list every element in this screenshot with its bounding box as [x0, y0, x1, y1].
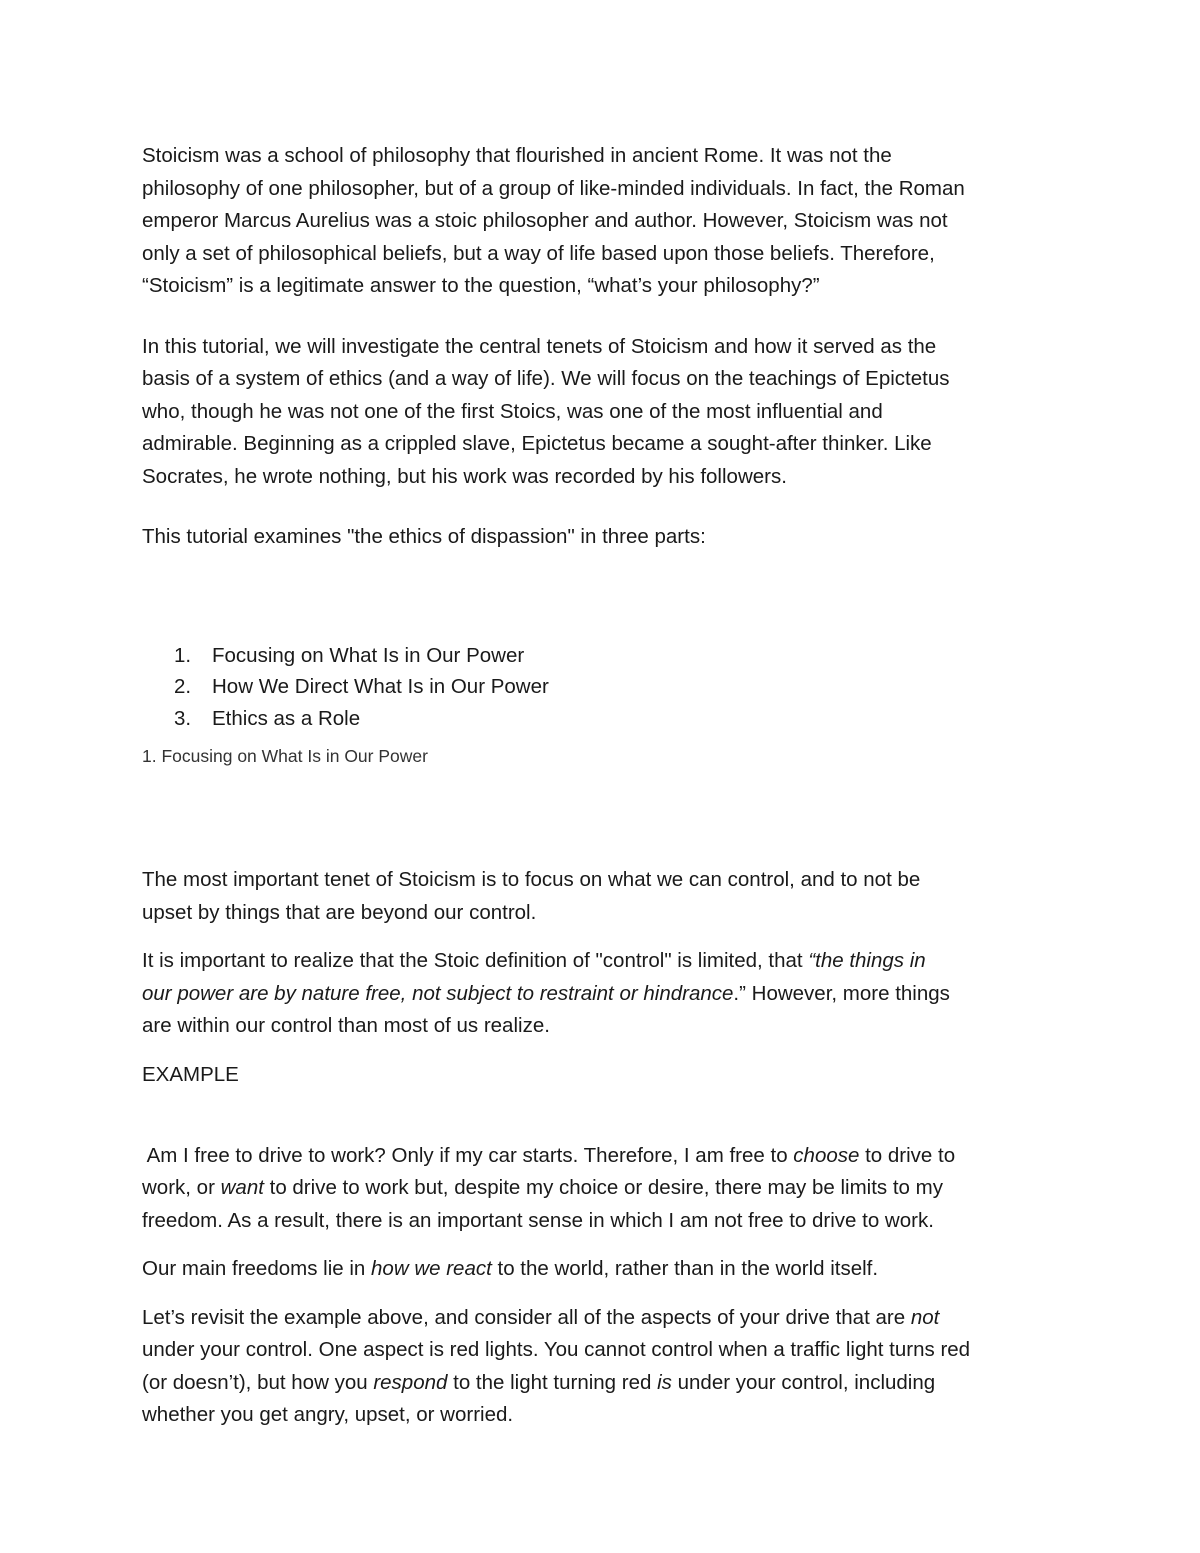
text-line: only a set of philosophical beliefs, but a way of life based upon those beliefs. Therefore,: [142, 241, 935, 265]
text-line: whether you get angry, upset, or worried.: [142, 1403, 514, 1426]
document-page: [142, 140, 1062, 1432]
text-run: to drive to work but, despite my choice or desire, there may be limits to my: [263, 1176, 943, 1199]
text-line: emperor Marcus Aurelius was a stoic philosopher and author. However, Stoicism was not: [142, 209, 948, 232]
text-run: It is important to realize that the Stoic definition of "control" is limited, that: [142, 949, 809, 972]
emphasis-run: is: [657, 1370, 672, 1394]
text-line: “Stoicism” is a legitimate answer to the question, “what’s your philosophy?”: [142, 274, 820, 297]
text-line: philosophy of one philosopher, but of a group of like-minded individuals. In fact, the Roman: [142, 176, 965, 200]
toc-item: [142, 671, 1062, 703]
toc-item: [142, 640, 1062, 672]
examines-paragraph: This tutorial examines "the ethics of dispassion" in three parts:: [142, 525, 706, 548]
table-of-contents: [142, 640, 1062, 735]
quote-run: our power are by nature free, not subject to restraint or hindrance: [142, 981, 734, 1005]
tutorial-paragraph: [142, 331, 1062, 494]
text-line: under your control. One aspect is red lights. You cannot control when a traffic light turns red: [142, 1338, 971, 1361]
text-line: [142, 1367, 1062, 1400]
toc-label: Focusing on What Is in Our Power: [212, 643, 525, 667]
emphasis-run: how we react: [371, 1257, 492, 1280]
example-label: EXAMPLE: [142, 1062, 239, 1086]
toc-number: 2.: [174, 675, 192, 698]
text-run: work, or: [142, 1176, 221, 1199]
text-line: The most important tenet of Stoicism is to focus on what we can control, and to not be: [142, 868, 921, 891]
revisit-paragraph: [142, 1302, 1062, 1432]
text-line: [142, 945, 1062, 978]
text-run: .” However, more things: [733, 981, 950, 1005]
text-line: [142, 1140, 1062, 1173]
example-paragraph: [142, 1107, 1062, 1237]
text-line: [142, 1172, 1062, 1205]
text-run: to the light turning red: [447, 1370, 658, 1394]
text-line: Stoicism was a school of philosophy that flourished in ancient Rome. It was not the: [142, 144, 892, 167]
text-line: are within our control than most of us realize.: [142, 1014, 550, 1037]
text-run: Our main freedoms lie in: [142, 1257, 372, 1280]
text-line: freedom. As a result, there is an important sense in which I am not free to drive to work.: [142, 1208, 934, 1232]
text-line: upset by things that are beyond our control.: [142, 900, 537, 924]
text-run: Let’s revisit the example above, and consider all of the aspects of your drive that are: [142, 1305, 911, 1329]
section-heading: 1. Focusing on What Is in Our Power: [142, 746, 428, 766]
text-line: [142, 1302, 1062, 1335]
text-line: who, though he was not one of the first Stoics, was one of the most influential and: [142, 399, 883, 423]
freedoms-paragraph: [142, 1253, 1062, 1286]
toc-number: 1.: [174, 643, 192, 667]
emphasis-run: want: [220, 1176, 264, 1199]
text-line: In this tutorial, we will investigate the central tenets of Stoicism and how it served as the: [142, 334, 937, 358]
emphasis-run: choose: [793, 1143, 860, 1167]
toc-label: How We Direct What Is in Our Power: [212, 675, 549, 698]
emphasis-run: respond: [373, 1370, 448, 1394]
toc-number: 3.: [174, 706, 192, 730]
text-run: (or doesn’t), but how you: [142, 1370, 374, 1394]
toc-label: Ethics as a Role: [212, 706, 361, 730]
text-line: Socrates, he wrote nothing, but his work was recorded by his followers.: [142, 464, 787, 488]
intro-paragraph: [142, 140, 1062, 303]
text-run: Am I free to drive to work? Only if my car starts. Therefore, I am free to: [142, 1143, 794, 1167]
text-run: under your control, including: [671, 1370, 936, 1394]
quote-run: “the things in: [808, 949, 926, 972]
control-definition-paragraph: [142, 945, 1062, 1043]
emphasis-run: not: [910, 1305, 940, 1329]
tenet-paragraph: [142, 864, 1062, 929]
text-line: admirable. Beginning as a crippled slave, Epictetus became a sought-after thinker. Like: [142, 432, 932, 455]
text-run: to the world, rather than in the world itself.: [491, 1257, 879, 1280]
text-line: [142, 978, 1062, 1011]
toc-item: [142, 703, 1062, 735]
text-run: to drive to: [859, 1143, 956, 1167]
text-line: basis of a system of ethics (and a way of life). We will focus on the teachings of Epictetus: [142, 367, 950, 390]
